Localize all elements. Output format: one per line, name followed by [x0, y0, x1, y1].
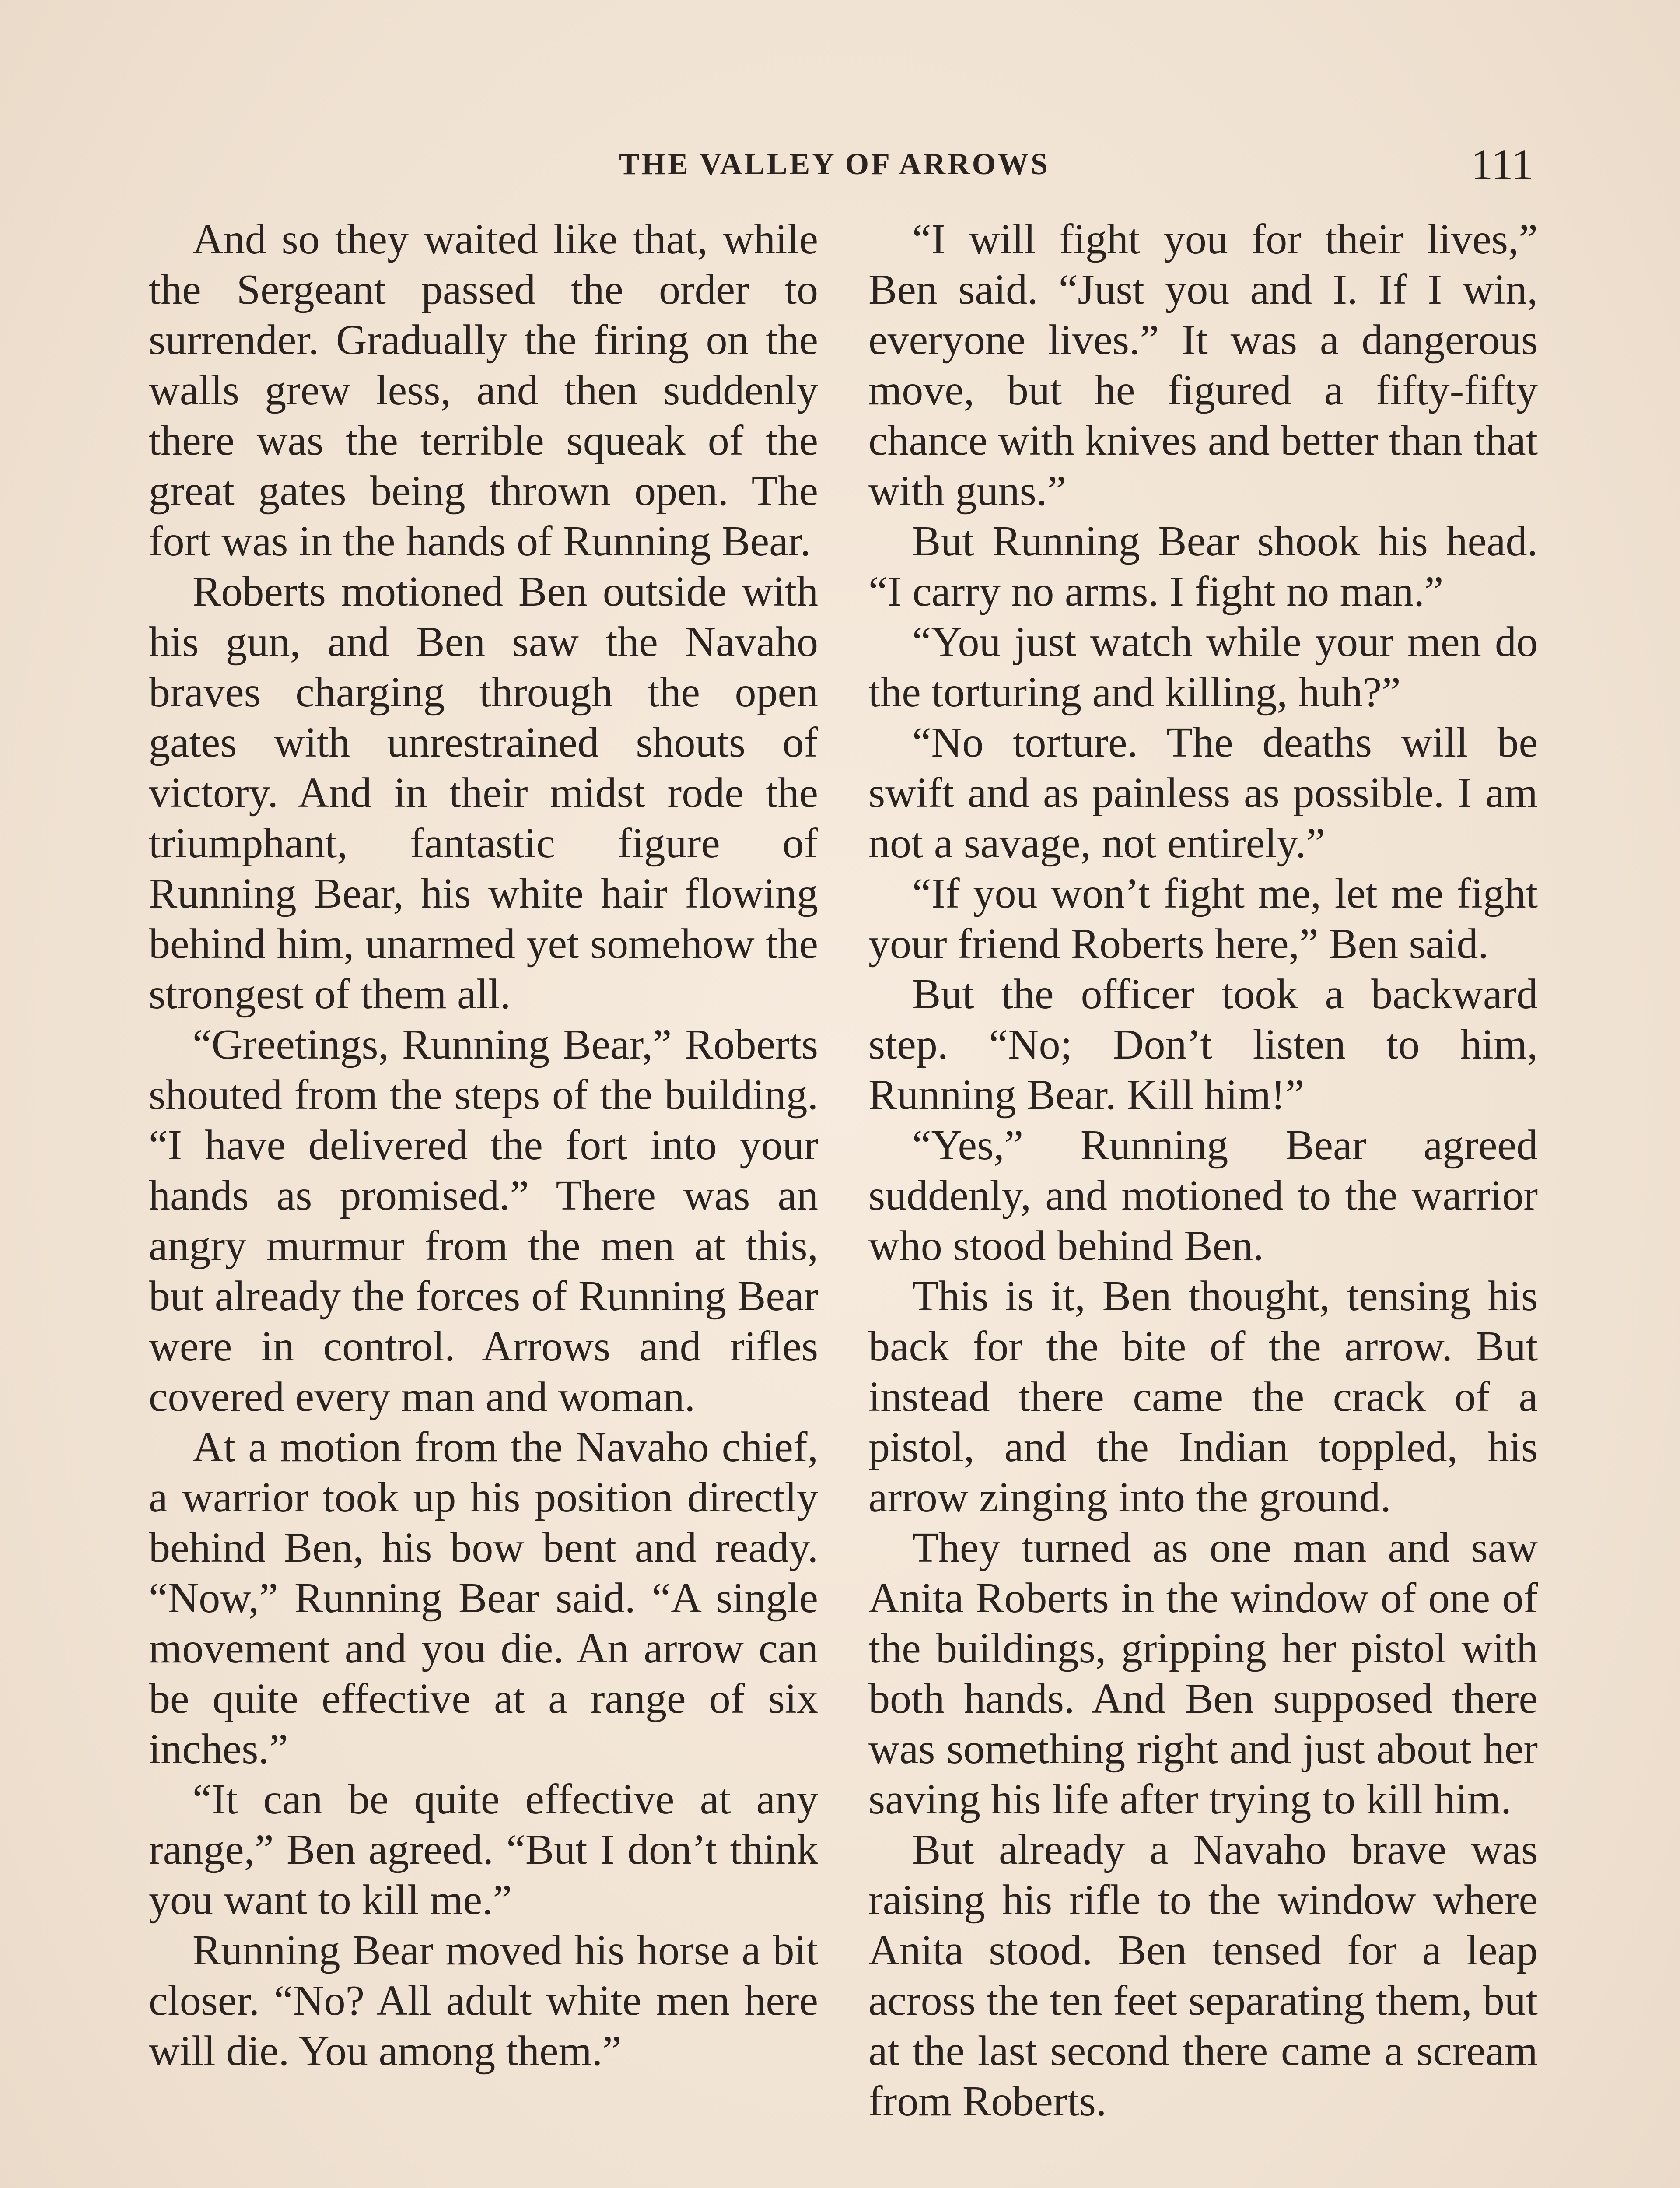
paragraph: Running Bear moved his horse a bit closer. “No? All adult white men here will die. You among them.” — [149, 1927, 818, 2075]
paragraph: At a motion from the Navaho chief, a warrior took up his position directly behind Ben, his bow bent and ready. “Now,” Running Bear said. “A single movement and you die. An arrow can be quite effective at a range of six inches.” — [149, 1424, 818, 1773]
paragraph: But already a Navaho brave was raising his rifle to the window where Anita stood. Ben tensed for a leap across the ten feet separating them, but at the last second there came a scream from Roberts. — [868, 1826, 1538, 2125]
paragraph: “You just watch while your men do the torturing and killing, huh?” — [868, 618, 1538, 716]
paragraph: And so they waited like that, while the Sergeant passed the order to surrender. Gradually the firing on the walls grew less, and then suddenly there was the terrible squeak of the great gates being thrown open. The fort was in the hands of Running Bear. — [149, 216, 818, 565]
paragraph: “Greetings, Running Bear,” Roberts shouted from the steps of the building. “I have delivered the fort into your hands as promised.” There was an angry murmur from the men at this, but already the forces of Running Bear were in control. Arrows and rifles covered every man and woman. — [149, 1021, 818, 1420]
paragraph: “If you won’t fight me, let me fight your friend Roberts here,” Ben said. — [868, 870, 1538, 968]
paragraph: “I will fight you for their lives,” Ben said. “Just you and I. If I win, everyone lives.” It was a dangerous move, but he figured a fifty-fifty chance with knives and better than that with guns.” — [868, 216, 1538, 515]
paragraph: “It can be quite effective at any range,” Ben agreed. “But I don’t think you want to kill me.” — [149, 1776, 818, 1924]
page-number: 111 — [1471, 140, 1533, 189]
right-column — [868, 214, 1538, 2127]
paragraph: This is it, Ben thought, tensing his back for the bite of the arrow. But instead there came the crack of a pistol, and the Indian toppled, his arrow zinging into the ground. — [868, 1273, 1538, 1521]
paragraph: But the officer took a backward step. “No; Don’t listen to him, Running Bear. Kill him!” — [868, 971, 1538, 1119]
paragraph: They turned as one man and saw Anita Roberts in the window of one of the buildings, gripping her pistol with both hands. And Ben supposed there was something right and just about her saving his life after trying to kill him. — [868, 1524, 1538, 1823]
paragraph: Roberts motioned Ben outside with his gun, and Ben saw the Navaho braves charging through the open gates with unrestrained shouts of victory. And in their midst rode the triumphant, fantastic figure of Running Bear, his white hair flowing behind him, unarmed yet somehow the strongest of them all. — [149, 568, 818, 1018]
page-header — [149, 139, 1533, 187]
paragraph: But Running Bear shook his head. “I carry no arms. I fight no man.” — [868, 518, 1538, 615]
paragraph: “No torture. The deaths will be swift and as painless as possible. I am not a savage, not entirely.” — [868, 719, 1538, 867]
paragraph: “Yes,” Running Bear agreed suddenly, and motioned to the warrior who stood behind Ben. — [868, 1122, 1538, 1269]
running-head: THE VALLEY OF ARROWS — [619, 147, 1050, 181]
left-column — [149, 214, 818, 2076]
